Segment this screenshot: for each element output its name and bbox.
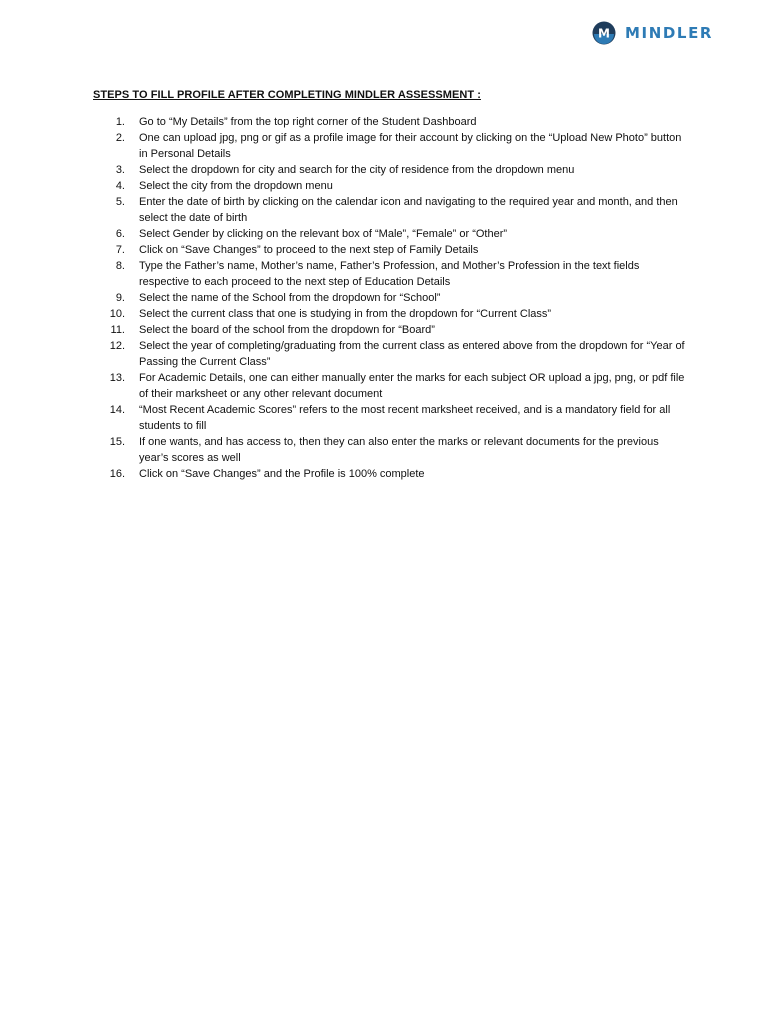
step-number-label: 7. [115,244,125,256]
step-number-label: 8. [115,260,125,272]
step-number [93,178,139,194]
step-number-label: 2. [115,132,125,144]
list-item [93,130,685,162]
mindler-logo-mark-icon [592,21,616,45]
step-number [93,162,139,178]
step-number [93,242,139,258]
step-number-label: 1. [115,116,125,128]
step-number-label: 13. [109,372,125,384]
list-item [93,194,685,226]
step-text: One can upload jpg, png or gif as a profile image for their account by clicking on the “Upload New Photo” button in Personal Details [139,132,682,160]
step-number-label: 11. [110,324,125,336]
list-item [93,466,685,482]
step-text: Go to “My Details” from the top right corner of the Student Dashboard [139,116,477,128]
step-text: Select the current class that one is studying in from the dropdown for “Current Class” [139,308,552,320]
step-number [93,130,139,162]
list-item [93,402,685,434]
step-number [93,226,139,242]
step-number [93,114,139,130]
step-text: Select the year of completing/graduating from the current class as entered above from the dropdown for “Year of Passing the Current Class” [139,340,685,368]
step-text: Select the name of the School from the dropdown for “School” [139,292,441,304]
list-item [93,370,685,402]
step-text: Select the board of the school from the dropdown for “Board” [139,324,435,336]
list-item [93,338,685,370]
list-item [93,322,685,338]
step-number [93,194,139,226]
step-number [93,466,139,482]
step-number-label: 9. [115,292,125,304]
step-text: For Academic Details, one can either manually enter the marks for each subject OR upload a jpg, png, or pdf file of their marksheet or any other relevant document [139,372,685,400]
step-text: Click on “Save Changes” to proceed to the next step of Family Details [139,244,479,256]
list-item [93,226,685,242]
step-number [93,322,139,338]
step-number-label: 14. [109,404,125,416]
logo-mark-letter: M [598,26,610,41]
step-number [93,258,139,290]
step-text: Enter the date of birth by clicking on the calendar icon and navigating to the required year and month, and then select the date of birth [139,196,678,224]
step-text: If one wants, and has access to, then they can also enter the marks or relevant documents for the previous year’s scores as well [139,436,659,464]
list-item [93,434,685,466]
step-number [93,434,139,466]
list-item [93,162,685,178]
step-number-label: 15. [109,436,125,448]
step-text: Type the Father’s name, Mother’s name, Father’s Profession, and Mother’s Profession in the text fields respective to each proceed to the next step of Education Details [139,260,640,288]
step-text: “Most Recent Academic Scores” refers to the most recent marksheet received, and is a mandatory field for all students to fill [139,404,671,432]
list-item [93,178,685,194]
step-text: Select Gender by clicking on the relevant box of “Male”, “Female” or “Other” [139,228,508,240]
step-number-label: 6. [115,228,125,240]
list-item [93,306,685,322]
page-title: STEPS TO FILL PROFILE AFTER COMPLETING MINDLER ASSESSMENT : [93,89,481,101]
step-number [93,402,139,434]
list-item [93,290,685,306]
list-item [93,114,685,130]
step-number-label: 5. [115,196,125,208]
step-number [93,338,139,370]
brand-name: MINDLER [625,24,714,42]
list-item [93,242,685,258]
step-number-label: 16. [109,468,125,480]
list-item [93,258,685,290]
step-number [93,370,139,402]
steps-list [93,114,685,482]
step-number [93,306,139,322]
step-text: Select the dropdown for city and search for the city of residence from the dropdown menu [139,164,575,176]
step-number-label: 10. [109,308,125,320]
step-number-label: 12. [109,340,125,352]
step-text: Click on “Save Changes” and the Profile is 100% complete [139,468,425,480]
step-number-label: 4. [115,180,125,192]
step-number-label: 3. [115,164,125,176]
step-text: Select the city from the dropdown menu [139,180,333,192]
step-number [93,290,139,306]
mindler-logo [592,20,713,46]
